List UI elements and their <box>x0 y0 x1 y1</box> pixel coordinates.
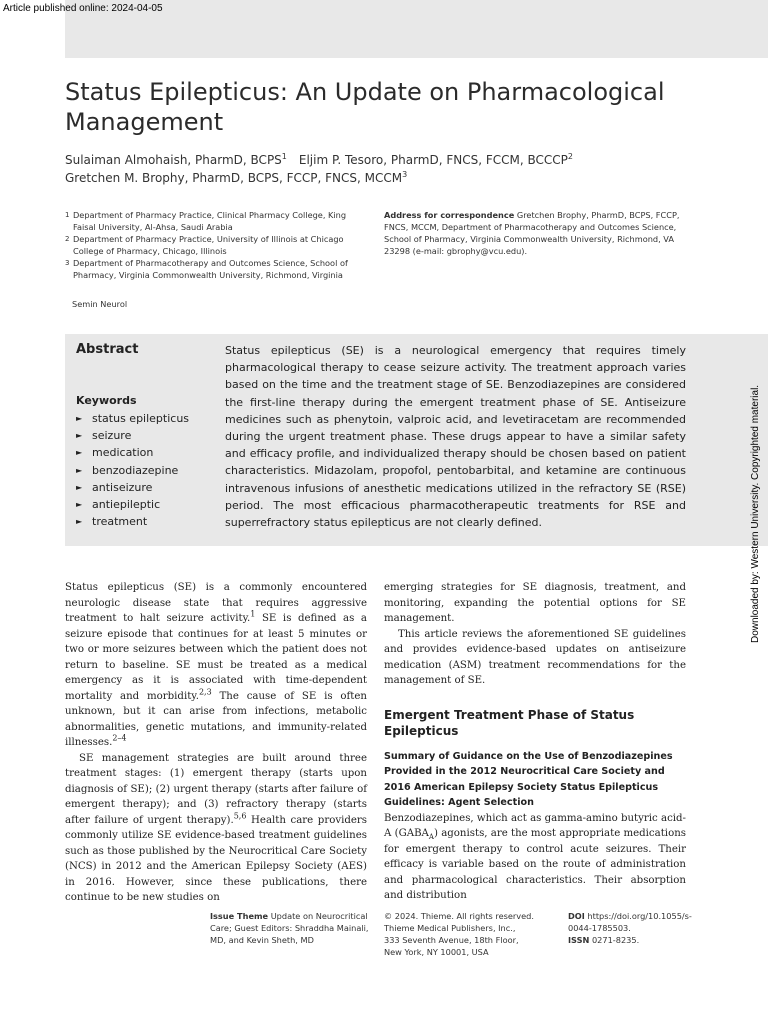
arrow-icon: ► <box>76 448 83 458</box>
doi-link[interactable]: https://doi.org/10.1055/s-0044-1785503. <box>568 911 692 933</box>
author-name[interactable]: Eljim P. Tesoro, PharmD, FNCS, FCCM, BCCCP <box>298 153 568 167</box>
affiliation-item: 3 Department of Pharmacotherapy and Outcomes Science, School of Pharmacy, Virginia Commonwealth University, Richmond, Virginia <box>65 258 348 280</box>
citation-marker[interactable]: 2–4 <box>112 733 127 743</box>
keyword-item[interactable]: ► seizure <box>76 427 189 444</box>
correspondence-label: Address for correspondence <box>384 210 515 220</box>
arrow-icon: ► <box>76 482 83 492</box>
article-title: Status Epilepticus: An Update on Pharmacological Management <box>65 78 665 136</box>
author-line-1 <box>65 151 705 169</box>
arrow-icon: ► <box>76 414 83 423</box>
issue-theme-label: Issue Theme <box>210 911 269 921</box>
citation-marker[interactable]: 1 <box>250 609 256 619</box>
keyword-list <box>76 410 189 530</box>
arrow-icon: ► <box>76 517 83 527</box>
affiliations <box>65 209 370 281</box>
issue-theme <box>210 910 370 946</box>
body-column-left <box>65 580 367 906</box>
header-band <box>65 0 768 58</box>
keyword-item[interactable]: ► treatment <box>76 513 189 530</box>
body-paragraph: This article reviews the aforementioned SE guidelines and provides evidence-based updates on antiseizure medication (ASM) treatment recommendations for the management of SE. <box>384 628 686 686</box>
author-name[interactable]: Sulaiman Almohaish, PharmD, BCPS <box>65 153 282 167</box>
affiliation-marker: 3 <box>402 170 408 179</box>
arrow-icon: ► <box>76 431 83 441</box>
abstract-heading: Abstract <box>76 342 139 357</box>
body-paragraph: emerging strategies for SE diagnosis, treatment, and monitoring, expanding the potential options for SE management. <box>384 582 686 624</box>
citation-marker[interactable]: 5,6 <box>233 811 247 821</box>
keyword-item[interactable]: ► antiseizure <box>76 479 189 496</box>
correspondence-text: Gretchen Brophy, PharmD, BCPS, FCCP, FNCS, MCCM, Department of Pharmacotherapy and Outcomes Science, School of Pharmacy, Virginia Commonwealth University, Richmond, VA 23298 (e-mail: gbrophy@vcu.edu). <box>384 210 680 256</box>
author-line-2 <box>65 169 705 187</box>
affiliation-marker: 1 <box>281 152 287 161</box>
citation-marker[interactable]: 2,3 <box>198 687 212 697</box>
author-list <box>65 151 705 187</box>
affiliation-item: 2 Department of Pharmacy Practice, University of Illinois at Chicago College of Pharmacy, Chicago, Illinois <box>65 234 344 256</box>
subsection-heading: Summary of Guidance on the Use of Benzodiazepines Provided in the 2012 Neurocritical Care Society and 2016 American Epilepsy Society Status Epilepticus Guidelines: Agent Selection <box>384 750 673 808</box>
correspondence-address <box>384 209 694 257</box>
issue-theme-text: Update on Neurocritical Care; Guest Editors: Shraddha Mainali, MD, and Kevin Sheth, MD <box>210 911 369 945</box>
body-column-right <box>384 580 686 904</box>
abstract-text: Status epilepticus (SE) is a neurological emergency that requires timely pharmacological therapy to cease seizure activity. The treatment approach varies based on the time and the treatment stage of SE. Benzodiazepines are considered the first-line therapy during the emergent treatment phase of SE. Antiseizure medicines such as phenytoin, valproic acid, and levetiracetam are recommended during the urgent treatment phase. These drugs appear to have a similar safety and efficacy profile, and individualized therapy should be chosen based on patient characteristics. Midazolam, propofol, pentobarbital, and ketamine are continuous intravenous infusions of anesthetic medications utilized in the refractory SE (RSE) period. The most efficacious pharmacotherapeutic treatments for RSE and superrefractory status epilepticus are not clearly defined. <box>225 344 686 530</box>
download-watermark: Downloaded by: Western University. Copyrighted material. <box>750 384 761 643</box>
keyword-item[interactable]: ► medication <box>76 444 189 461</box>
affiliation-item: 1 Department of Pharmacy Practice, Clinical Pharmacy College, King Faisal University, Al-Ahsa, Saudi Arabia <box>65 210 347 232</box>
published-date-note: Article published online: 2024-04-05 <box>3 3 163 14</box>
keyword-item[interactable]: ► antiepileptic <box>76 496 189 513</box>
keyword-item[interactable]: ► benzodiazepine <box>76 462 189 479</box>
issn-value: 0271-8235. <box>591 935 640 945</box>
affiliation-marker: 2 <box>567 152 573 161</box>
keyword-item[interactable]: ► status epilepticus <box>76 410 189 427</box>
section-heading: Emergent Treatment Phase of Status Epilepticus <box>384 707 635 738</box>
body-paragraph: Benzodiazepines, which act as gamma-amino butyric acid-A $(GABA_A)$ agonists, are the most appropriate medications for emergent therapy to control acute seizures. Their efficacy is variable based on the route of administration and pharmacological characteristics. Their absorption and distribution <box>384 812 686 901</box>
arrow-icon: ► <box>76 465 83 475</box>
author-name[interactable]: Gretchen M. Brophy, PharmD, BCPS, FCCP, FNCS, MCCM <box>65 171 403 185</box>
keywords-heading: Keywords <box>76 394 137 407</box>
journal-name: Semin Neurol <box>72 299 128 309</box>
body-paragraph: SE management strategies are built around three treatment stages: (1) emergent therapy (starts upon diagnosis of SE); (2) urgent therapy (starts after failure of emergent therapy); and (3) refractory therapy (starts after failure of urgent therapy).$^{5,6}$ Health care providers commonly utilize SE evidence-based treatment guidelines such as those published by the Neurocritical Care Society (NCS) in 2012 and the American Epilepsy Society (AES) in 2016. However, since these publications, there continue to be new studies on <box>65 752 367 903</box>
doi-issn-info: DOI https://doi.org/10.1055/s-0044-1785503. ISSN 0271-8235. <box>568 911 692 945</box>
publisher-info: © 2024. Thieme. All rights reserved. Thieme Medical Publishers, Inc., 333 Seventh Avenue, 18th Floor, New York, NY 10001, USA <box>384 911 534 957</box>
body-paragraph: Status epilepticus (SE) is a commonly encountered neurologic disease state that requires aggressive treatment to halt seizure activity.$^1$ SE is defined as a seizure episode that continues for at least 5 minutes or two or more seizures between which the patient does not return to baseline. SE must be treated as a medical emergency as it is associated with time-dependent mortality and morbidity.$^{2,3}$ The cause of SE is often unknown, but it can arise from infections, metabolic abnormalities, genetic mutations, and immunity-related illnesses.$^{2-4}$ <box>65 582 367 748</box>
arrow-icon: ► <box>76 500 83 510</box>
